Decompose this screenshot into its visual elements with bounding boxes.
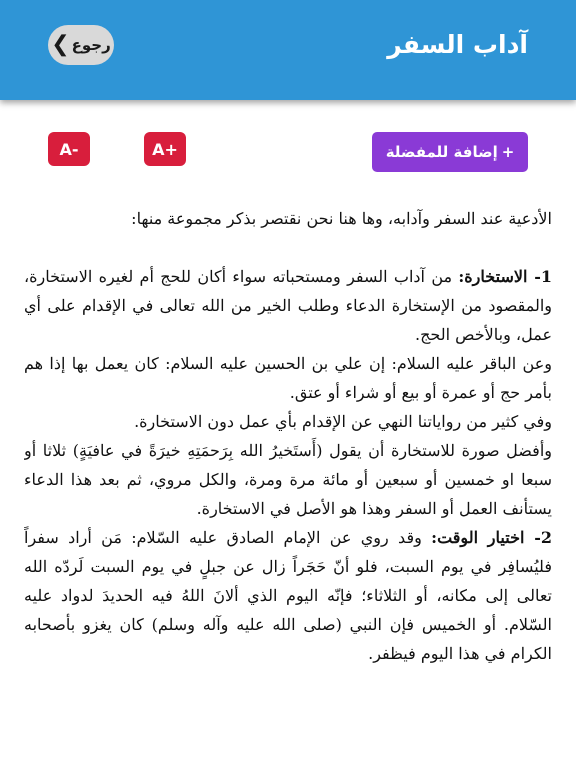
section-text-istikhara: من آداب السفر ومستحباته سواء أكان للحج أم لغيره الاستخارة، والمقصود من الإستخارة الدعاء وطلب الخير من الله تعالى في الإقدام على أي عمل، وبالأخص الحج. xyxy=(24,267,552,344)
page-title: آداب السفر xyxy=(387,30,528,59)
section-time-choice xyxy=(24,523,552,668)
article-paragraph: وفي كثير من رواياتنا النهي عن الإقدام بأي عمل دون الاستخارة. xyxy=(134,412,552,431)
section-text-time-choice: وقد روي عن الإمام الصادق عليه السّلام: مَن أراد سفراً فليُسافِر في يوم السبت، فلو أنّ حَجَراً زال عن جبلٍ في يوم السبت لَردّه الله تعالى إلى مكانه، أو الثلاثاء؛ فإنّه اليوم الذي ألانَ اللهُ فيه الحديدَ لدواد عليه السّلام. أو الخميس فإن النبي (صلى الله عليه وآله وسلم) كان يغزو بأصحابه الكرام في هذا اليوم فيظفر. xyxy=(24,528,552,663)
article-content xyxy=(24,204,552,768)
add-to-favorites-button[interactable] xyxy=(372,132,528,172)
section-heading-istikhara: 1- الاستخارة: xyxy=(458,267,552,286)
back-button[interactable] xyxy=(48,25,114,65)
chevron-left-icon: ❮ xyxy=(51,32,70,57)
font-increase-button[interactable]: A+ xyxy=(144,132,186,166)
add-to-favorites-label: إضافة للمفضلة xyxy=(385,143,498,161)
section-heading-time-choice: 2- اختيار الوقت: xyxy=(431,528,552,547)
paragraph-spacer xyxy=(24,233,552,262)
section-istikhara xyxy=(24,262,552,349)
back-button-label: رجوع xyxy=(71,36,111,54)
plus-icon: + xyxy=(501,143,515,161)
article-intro: الأدعية عند السفر وآدابه، وها هنا نحن نقتصر بذكر مجموعة منها: xyxy=(131,209,552,228)
article-paragraph: وعن الباقر عليه السلام: إن علي بن الحسين عليه السلام: كان يعمل بها إذا هم بأمر حج أو عمرة أو بيع أو شراء أو عتق. xyxy=(24,354,552,402)
font-decrease-button[interactable]: A- xyxy=(48,132,90,166)
article-paragraph: وأفضل صورة للاستخارة أن يقول (أَستَخيرُ الله بِرَحمَتِهِ خيرَةً في عافيَةٍ) ثلاثا أو سبعا او خمسين أو سبعين أو مائة مرة ومرة، والكل مروي، ثم بعد هذا الدعاء يستأنف العمل أو السفر وهذا هو الأصل في الاستخارة. xyxy=(24,441,552,518)
app-header xyxy=(0,0,576,100)
